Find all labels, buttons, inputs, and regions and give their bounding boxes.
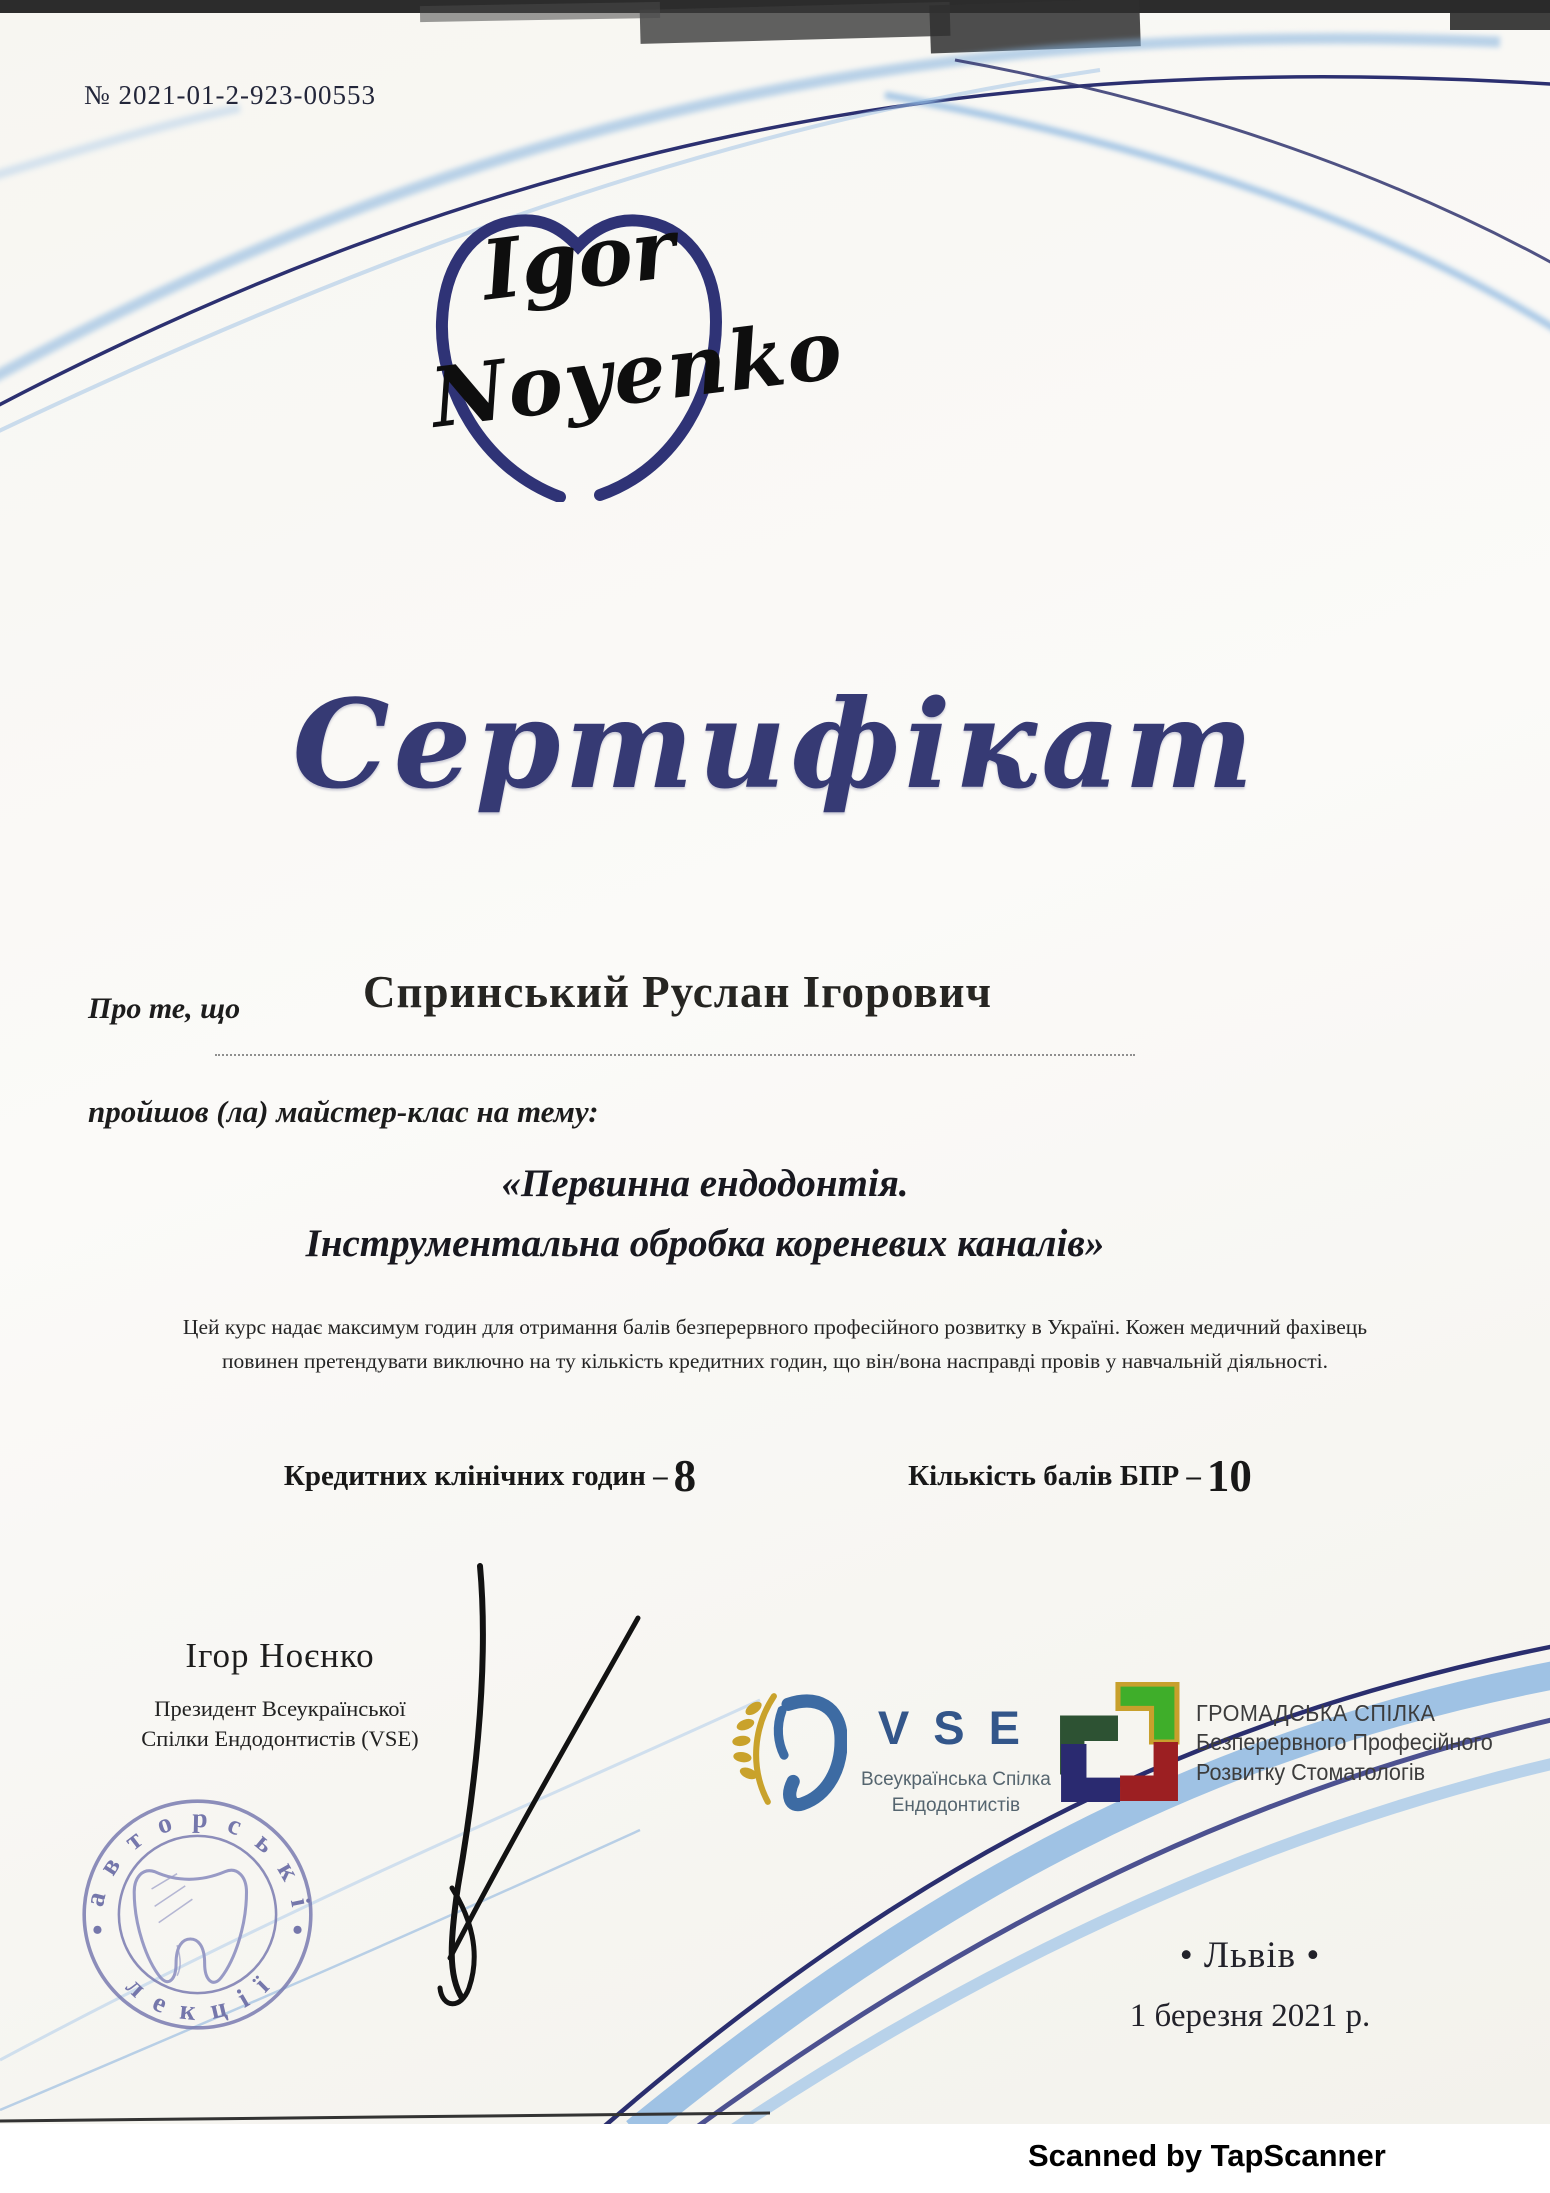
course-topic-line2: Інструментальна обробка кореневих каналів» [305,1222,1105,1266]
wheat-leaf [733,1751,753,1764]
vse-acronym: VSE [877,1701,1044,1754]
wheat-leaf [732,1735,752,1748]
signatory-role-line2: Спілки Ендодонтистів (VSE) [141,1726,419,1752]
stamp-text-top: авторські [78,1802,317,1910]
stamp-dot-left [93,1926,101,1934]
vse-tooth-root [778,1710,784,1755]
disclaimer-line1: Цей курс надає максимум годин для отримання балів безперервного професійного розвитку в Україні. Кожен медичний фахівець [182,1315,1368,1339]
bpr-points-value: 10 [1206,1451,1252,1501]
wheat-stem [756,1696,774,1802]
about-label: Про те, що [88,992,241,1025]
signature-stroke [452,1566,483,1998]
signatory-role-line1: Президент Всеукраїнської [154,1696,406,1721]
wave-line [0,108,240,180]
signature-stroke [450,1618,638,1958]
handwritten-last-name: Noyenko [425,301,849,447]
signatory-name: Ігор Ноєнко [185,1636,375,1675]
disclaimer-line2: повинен претендувати виключно на ту кількість кредитних годин, що він/вона насправді провів у навчальній діяльності. [222,1349,1328,1374]
wave-line [885,95,1550,335]
vse-wheat-tooth-icon [715,1682,847,1814]
top-wave-decoration [0,0,1550,520]
gs-line3: Розвитку Стоматологів [1196,1758,1426,1785]
stamp-inner-ring [119,1836,276,1993]
gs-text-block [1196,1699,1493,1787]
author-lectures-stamp [75,1792,320,2037]
signature-icon [330,1556,670,2026]
vse-caption-line2: Ендодонтистів [891,1794,1021,1816]
clinical-hours [180,1450,800,1502]
stamp-tooth-icon [134,1870,246,1982]
city-label: • Львів • [1179,1935,1321,1976]
vse-caption-line1: Всеукраїнська Спілка [861,1769,1051,1790]
vse-text-block [861,1682,1051,1818]
completion-line: пройшов (ла) майстер-клас на тему: [88,1094,599,1129]
stamp-text-bottom: лекції [120,1969,275,2027]
gs-piece-gold-green [1118,1684,1177,1742]
gs-pinwheel-icon [1058,1682,1180,1804]
vse-logo [715,1682,1051,1818]
vse-tooth-outline [788,1701,841,1805]
gs-piece-red [1120,1742,1178,1801]
recipient-name: Спринський Руслан Ігорович [363,967,992,1017]
wave-line [955,60,1550,270]
bpr-points [850,1450,1310,1502]
scanner-watermark: Scanned by TapScanner [1028,2138,1386,2173]
disclaimer [85,1310,1465,1379]
certificate-number: № 2021-01-2-923-00553 [84,80,376,110]
vse-caption [861,1767,1051,1818]
handwritten-first-name: Igor [476,200,681,320]
gs-piece-navy [1061,1744,1120,1802]
date-label: 1 березня 2021 р. [1129,1998,1371,2034]
bpr-points-label: Кількість балів БПР – [908,1460,1201,1492]
gs-logo [1058,1682,1512,1804]
scan-artifact [1450,0,1550,30]
certificate-title: Сертифікат [292,672,1258,816]
course-topic [0,1154,1410,1275]
course-topic-line1: «Первинна ендодонтія. [501,1162,909,1205]
stamp-dot-right [293,1926,301,1934]
wheat-leaf [735,1717,756,1733]
gs-line2: Безперервного Професійного [1196,1729,1493,1756]
clinical-hours-label: Кредитних клінічних годин – [283,1460,668,1492]
gs-line1: ГРОМАДСЬКА СПІЛКА [1196,1699,1436,1726]
clinical-hours-value: 8 [673,1451,697,1501]
